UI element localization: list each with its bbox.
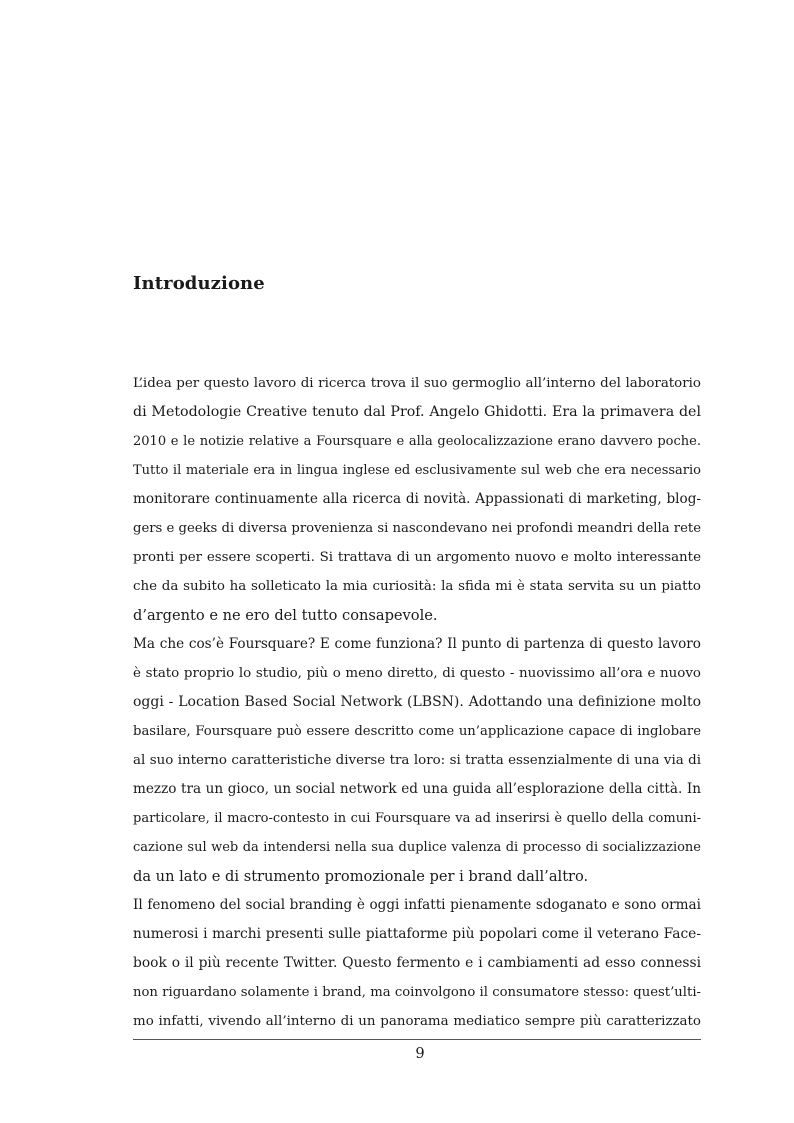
text-line: Ma che cos’è Foursquare? E come funziona? Il punto di partenza di questo lavoro xyxy=(133,636,701,652)
text-line: Il fenomeno del social branding è oggi infatti pienamente sdoganato e sono ormai xyxy=(133,897,701,913)
text-line: al suo interno caratteristiche diverse tra loro: si tratta essenzialmente di una via di xyxy=(133,753,701,768)
text-line: di Metodologie Creative tenuto dal Prof. Angelo Ghidotti. Era la primavera del xyxy=(133,404,701,420)
text-line: pronti per essere scoperti. Si trattava di un argomento nuovo e molto interessante xyxy=(133,550,701,565)
footer-rule xyxy=(133,1039,701,1040)
text-line: oggi - Location Based Social Network (LBSN). Adottando una definizione molto xyxy=(133,694,701,710)
text-line: è stato proprio lo studio, più o meno diretto, di questo - nuovissimo all’ora e nuovo xyxy=(133,666,701,681)
paragraph-3 xyxy=(133,891,701,1036)
text-line: mezzo tra un gioco, un social network ed una guida all’esplorazione della città. In xyxy=(133,781,701,797)
body-text xyxy=(133,369,701,1036)
text-line: cazione sul web da intendersi nella sua duplice valenza di processo di socializzazione xyxy=(133,840,701,855)
text-line: gers e geeks di diversa provenienza si nascondevano nei profondi meandri della rete xyxy=(133,521,701,536)
paragraph-1 xyxy=(133,369,701,630)
text-line: particolare, il macro-contesto in cui Foursquare va ad inserirsi è quello della comuni- xyxy=(133,811,701,826)
paragraph-2 xyxy=(133,630,701,891)
text-line: non riguardano solamente i brand, ma coinvolgono il consumatore stesso: quest’ulti- xyxy=(133,985,701,1000)
text-line: basilare, Foursquare può essere descritto come un’applicazione capace di inglobare xyxy=(133,724,701,739)
text-line: L’idea per questo lavoro di ricerca trova il suo germoglio all’interno del laboratorio xyxy=(133,376,701,391)
text-line: Tutto il materiale era in lingua inglese ed esclusivamente sul web che era necessario xyxy=(133,463,701,478)
text-line: 2010 e le notizie relative a Foursquare e alla geolocalizzazione erano davvero poche. xyxy=(133,434,701,449)
text-line: da un lato e di strumento promozionale per i brand dall’altro. xyxy=(133,868,589,885)
page-number: 9 xyxy=(415,1045,425,1062)
text-line: d’argento e ne ero del tutto consapevole. xyxy=(133,607,438,624)
text-line: che da subito ha solleticato la mia curiosità: la sfida mi è stata servita su un piatto xyxy=(133,579,701,594)
text-line: monitorare continuamente alla ricerca di novità. Appassionati di marketing, blog- xyxy=(133,491,701,507)
text-line: numerosi i marchi presenti sulle piattaforme più popolari come il veterano Face- xyxy=(133,926,701,942)
chapter-title: Introduzione xyxy=(133,273,265,294)
text-line: book o il più recente Twitter. Questo fermento e i cambiamenti ad esso connessi xyxy=(133,955,701,971)
text-line: mo infatti, vivendo all’interno di un panorama mediatico sempre più caratterizzato xyxy=(133,1014,701,1029)
